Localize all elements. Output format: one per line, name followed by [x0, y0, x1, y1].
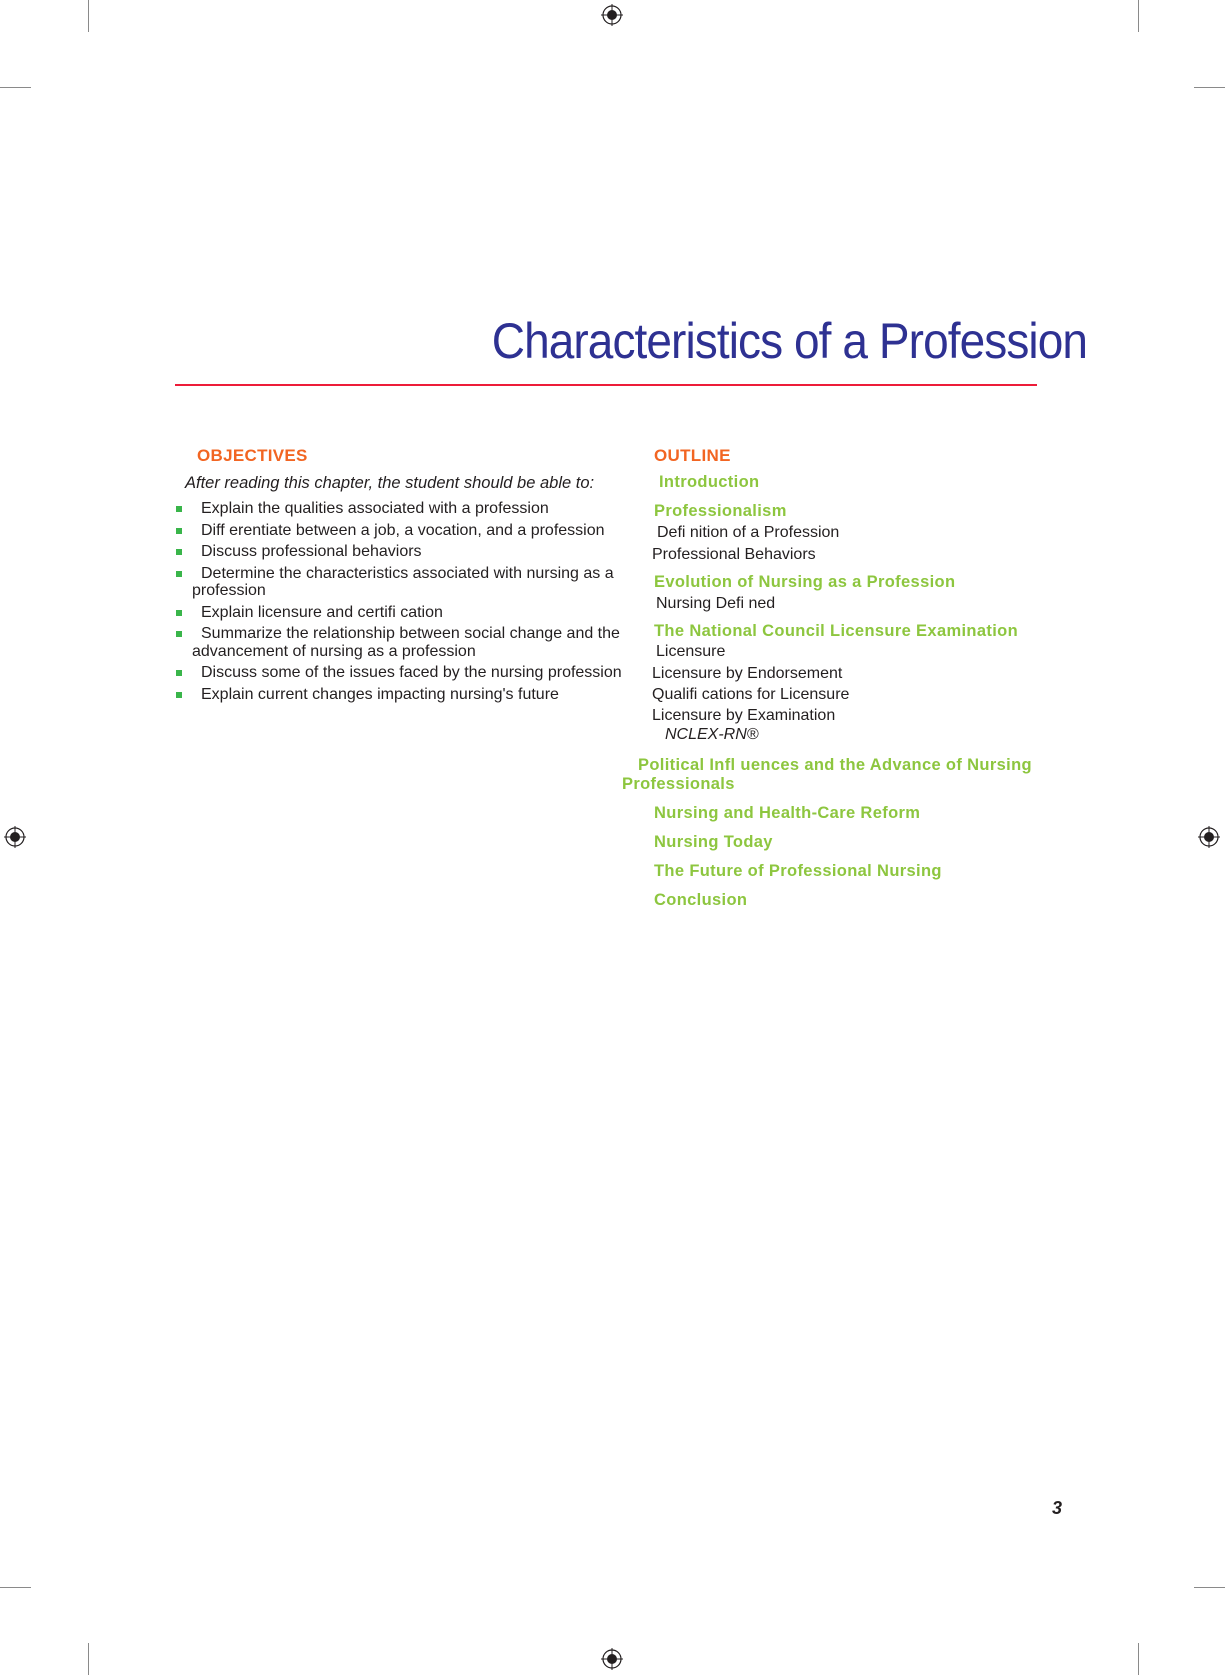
- crop-mark: [88, 0, 89, 32]
- outline-subsub-nclex-rn: NCLEX-RN®: [665, 726, 759, 743]
- chapter-title: Characteristics of a Profession: [491, 313, 1087, 369]
- outline-entry-introduction: Introduction: [659, 473, 760, 491]
- objective-item: Explain licensure and certifi cation: [175, 604, 645, 622]
- outline-entry-reform: Nursing and Health-Care Reform: [654, 804, 921, 822]
- outline-entry-today: Nursing Today: [654, 833, 773, 851]
- registration-mark-icon: [1198, 826, 1220, 848]
- outline-heading: OUTLINE: [654, 446, 731, 465]
- crop-mark: [0, 87, 31, 88]
- objective-item: Discuss some of the issues faced by the nursing profession: [175, 664, 645, 682]
- outline-entry-evolution: Evolution of Nursing as a Profession: [654, 573, 956, 591]
- bullet-square-icon: [176, 549, 182, 555]
- crop-mark: [1138, 1643, 1139, 1675]
- crop-mark: [1194, 87, 1225, 88]
- objective-item: Explain current changes impacting nursing's future: [175, 686, 645, 704]
- outline-entry-conclusion: Conclusion: [654, 891, 748, 909]
- registration-mark-icon: [601, 1648, 623, 1670]
- outline-entry-nclex-exam: The National Council Licensure Examination: [654, 622, 1019, 640]
- bullet-square-icon: [176, 670, 182, 676]
- objective-item: Summarize the relationship between social change and the advancement of nursing as a profession: [175, 625, 645, 660]
- crop-mark: [0, 1587, 31, 1588]
- outline-sub-qualifications: Qualifi cations for Licensure: [652, 686, 850, 703]
- title-rule: [175, 384, 1037, 386]
- outline-sub-endorsement: Licensure by Endorsement: [652, 665, 843, 682]
- bullet-square-icon: [176, 528, 182, 534]
- bullet-square-icon: [176, 571, 182, 577]
- outline-section: [622, 446, 1108, 910]
- registration-mark-icon: [4, 826, 26, 848]
- outline-entry-professionalism: Professionalism: [654, 502, 787, 520]
- page-number: 3: [1052, 1498, 1063, 1518]
- objectives-heading: OBJECTIVES: [197, 446, 308, 465]
- registration-mark-icon: [601, 4, 623, 26]
- bullet-square-icon: [176, 631, 182, 637]
- bullet-square-icon: [176, 506, 182, 512]
- objective-item: Explain the qualities associated with a profession: [175, 500, 645, 518]
- outline-entry-future: The Future of Professional Nursing: [654, 862, 942, 880]
- outline-entry-political: Political Infl uences and the Advance of Nursing Professionals: [622, 756, 1032, 793]
- objectives-section: [175, 446, 645, 707]
- objectives-list: [175, 500, 645, 703]
- objective-item: Discuss professional behaviors: [175, 543, 645, 561]
- outline-sub-behaviors: Professional Behaviors: [652, 546, 816, 563]
- crop-mark: [1138, 0, 1139, 32]
- objective-item: Diff erentiate between a job, a vocation, and a profession: [175, 522, 645, 540]
- outline-sub-nursing-defined: Nursing Defi ned: [656, 595, 776, 612]
- objective-item: Determine the characteristics associated with nursing as a profession: [175, 565, 645, 600]
- outline-sub-licensure: Licensure: [656, 643, 726, 660]
- bullet-square-icon: [176, 692, 182, 698]
- bullet-square-icon: [176, 610, 182, 616]
- objectives-intro: After reading this chapter, the student should be able to:: [185, 474, 595, 492]
- crop-mark: [88, 1643, 89, 1675]
- crop-mark: [1194, 1587, 1225, 1588]
- outline-sub-examination: Licensure by Examination: [652, 707, 836, 724]
- outline-sub-definition: Defi nition of a Profession: [657, 524, 840, 541]
